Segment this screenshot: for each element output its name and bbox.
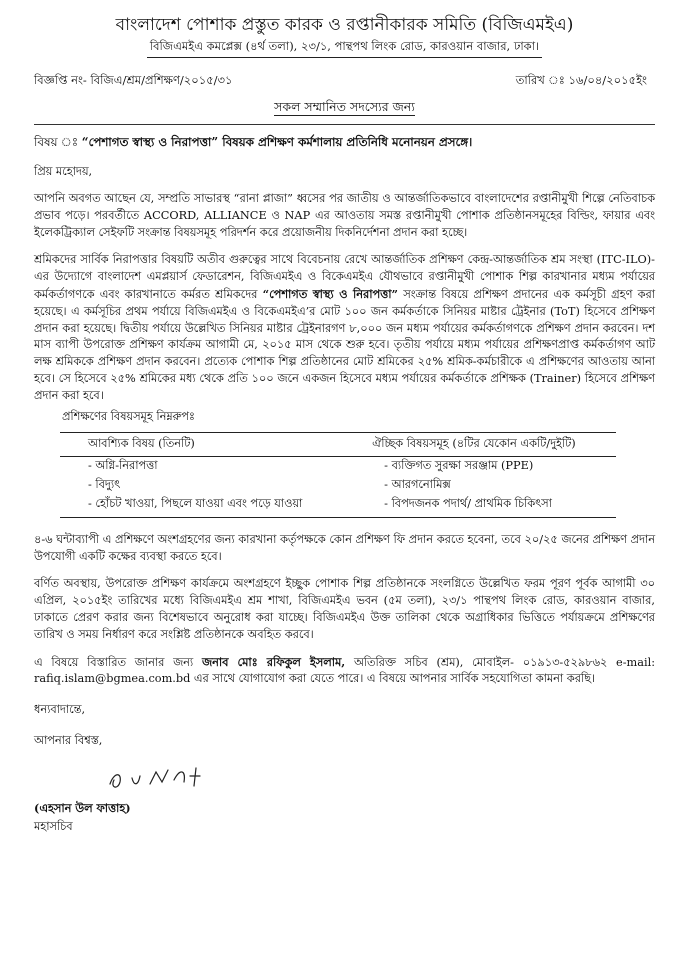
divider bbox=[34, 124, 655, 125]
organization-address: বিজিএমইএ কমপ্লেক্স (৪র্থ তলা), ২৩/১, পান্থপথ লিংক রোড, কারওয়ান বাজার, ঢাকা। bbox=[147, 38, 542, 58]
paragraph-2: শ্রমিকদের সার্বিক নিরাপত্তার বিষয়টি অতীব গুরুত্বের সাথে বিবেচনায় রেখে আন্তর্জাতিক প্রশিক্ষণ কেন্দ্র-আন্তর্জাতিক শ্রম সংস্থা (ITC-ILO)-এর উদ্যোগে বাংলাদেশ এমপ্লয়ার্স ফেডারেশন, বিজিএমইএ ও বিকেএমইএ যৌথভাবে রপ্তানীমুখী পোশাক শিল্প কারখানার মধ্যম পর্যায়ের কর্মকর্তাগণকে এবং কারখানাতে কর্মরত শ্রমিকদের “পেশাগত স্বাস্থ্য ও নিরাপত্তা” সংক্রান্ত বিষয়ে প্রশিক্ষণ প্রদানের এক কর্মসূচী গ্রহণ করা হয়েছে। এ কর্মসূচির প্রথম পর্যায়ে বিজিএমইএ ও বিকেএমইএ’র মোট ১০০ জন কর্মকর্তাকে সিনিয়র মাষ্টার ট্রেইনার (ToT) হিসেবে প্রশিক্ষণ প্রদান করা হয়েছে। দ্বিতীয় পর্যায়ে উল্লেখিত সিনিয়র মাষ্টার ট্রেইনারগণ ৮,০০০ জন মধ্যম পর্যায়ের কর্মকর্তাগণকে প্রশিক্ষণ প্রদান করবেন। দশ মাস ব্যাপী উপরোক্ত প্রশিক্ষণ কার্যক্রম আগামী মে, ২০১৫ মাস থেকে শুরু হবে। তৃতীয় পর্যায়ে মধ্যম পর্যায়ের প্রশিক্ষণপ্রাপ্ত কর্মকর্তাগণ আট লক্ষ শ্রমিককে প্রশিক্ষণ প্রদান করবেন। প্রত্যেক পোশাক শিল্প প্রতিষ্ঠানের মোট শ্রমিকের ২৫% শ্রমিক-কর্মচারীকে এ প্রশিক্ষণের আওতায় আনা হবে। সে হিসেবে ২৫% শ্রমিকের মধ্য থেকে প্রতি ১০০ জনে একজন হিসেবে মধ্যম পর্যায়ের কর্মকর্তাকে প্রশিক্ষক (Trainer) হিসেবে প্রশিক্ষণ প্রদান করা হবে। bbox=[34, 252, 656, 403]
closing-block bbox=[34, 702, 655, 750]
table-row: - অগ্নি-নিরাপত্তা - ব্যক্তিগত সুরক্ষা সরঞ্জাম (PPE) bbox=[88, 459, 534, 473]
subject-prefix: বিষয় ঃ bbox=[34, 135, 78, 150]
salutation: প্রিয় মহোদয়, bbox=[34, 165, 93, 179]
closing-yours: আপনার বিশ্বস্ত, bbox=[34, 734, 103, 748]
signer-name: (এহসান উল ফাত্তাহ) bbox=[34, 801, 131, 816]
contact-name: জনাব মোঃ রফিকুল ইসলাম, bbox=[202, 654, 346, 669]
reference-row bbox=[34, 72, 655, 89]
signature-image bbox=[104, 758, 655, 796]
paragraph-3: ৪-৬ ঘন্টাব্যাপী এ প্রশিক্ষণে অংশগ্রহণের জন্য কারখানা কর্তৃপক্ষকে কোন প্রশিক্ষণ ফি প্রদান করতে হবেনা, তবে ২০/২৫ জনের প্রশিক্ষণ প্রদান উপযোগী একটি কক্ষের ব্যবস্থা করতে হবে। bbox=[34, 532, 655, 563]
paragraph-2-highlight: “পেশাগত স্বাস্থ্য ও নিরাপত্তা” bbox=[262, 286, 399, 301]
subject-text: “পেশাগত স্বাস্থ্য ও নিরাপত্তা” বিষয়ক প্রশিক্ষণ কর্মশালায় প্রতিনিধি মনোনয়ন প্রসঙ্গে। bbox=[81, 135, 473, 150]
table-header-optional: ঐচ্ছিক বিষয়সমূহ (৪টির যেকোন একটি/দুইটি) bbox=[344, 433, 616, 457]
signer-designation: মহাসচিব bbox=[34, 820, 73, 834]
organization-name: বাংলাদেশ পোশাক প্রস্তুত কারক ও রপ্তানীকারক সমিতি (বিজিএমইএ) bbox=[115, 15, 574, 35]
paragraph-5: এ বিষয়ে বিস্তারিত জানার জন্য জনাব মোঃ রফিকুল ইসলাম, অতিরিক্ত সচিব (শ্রম), মোবাইল- ০১৯১৩-৫২৯৮৬২ e-mail: rafiq.islam@bgmea.com.bd এর সাথে যোগাযোগ করা যেতে পারে। এ বিষয়ে আপনার সার্বিক সহযোগিতা কামনা করছি। bbox=[34, 654, 656, 686]
paragraph-4: বর্ণিত অবস্থায়, উপরোক্ত প্রশিক্ষণ কার্যক্রমে অংশগ্রহণে ইচ্ছুক পোশাক শিল্প প্রতিষ্ঠানকে সংলগ্নিতে উল্লেখিত ফরম পূরণ পূর্বক আগামী ৩০ এপ্রিল, ২০১৫ইং তারিখের মধ্যে বিজিএমইএ শ্রম শাখা, বিজিএমইএ ভবন (৫ম তলা), ২৩/১ পান্থপথ লিংক রোড, কারওয়ান বাজার, ঢাকাতে প্রেরণ করার জন্য বিশেষভাবে অনুরোধ করা যাচ্ছে। বিজিএমইএ উক্ত তালিকা থেকে অগ্রাধিকার ভিত্তিতে পর্যায়ক্রমে প্রশিক্ষণের তারিখ ও সময় নির্ধারণ করে সংশ্লিষ্ট প্রতিষ্ঠানকে অবহিত করবে। bbox=[34, 576, 655, 641]
table-header-mandatory: আবশ্যিক বিষয় (তিনটি) bbox=[60, 433, 344, 457]
reference-number: বিজ্ঞপ্তি নং- বিজিএ/শ্রম/প্রশিক্ষণ/২০১৫/৩১ bbox=[34, 73, 233, 88]
attention-line: সকল সম্মানিত সদস্যের জন্য bbox=[274, 98, 415, 114]
table-row: - বিদ্যুৎ - আরগনোমিক্স bbox=[88, 478, 451, 492]
topics-intro: প্রশিক্ষণের বিষয়সমূহ নিম্নরুপঃ bbox=[62, 410, 195, 424]
topics-table bbox=[60, 432, 616, 518]
table-row: - হোঁচট খাওয়া, পিছলে যাওয়া এবং পড়ে যাওয়া - বিপদজনক পদার্থ/ প্রাথমিক চিকিৎসা bbox=[60, 495, 616, 517]
letter-date: তারিখ ঃ ১৬/০৪/২০১৫ইং bbox=[515, 73, 647, 88]
paragraph-1: আপনি অবগত আছেন যে, সম্প্রতি সাভারস্থ “রানা প্লাজা” ধ্বসের পর জাতীয় ও আন্তর্জাতিকভাবে বাংলাদেশের রপ্তানীমুখী শিল্পে নেতিবাচক প্রভাব পড়ে। পরবর্তীতে ACCORD, ALLIANCE ও NAP এর আওতায় সমস্ত রপ্তানীমুখী পোশাক প্রতিষ্ঠানসমূহের বিল্ডিং, ফায়ার এবং ইলেকট্রিক্যাল সেইফটি সংক্রান্ত বিষয়সমূহ পরিদর্শন করে প্রয়োজনীয় দিকনির্দেশনা প্রদান করা হচ্ছে। bbox=[34, 191, 655, 239]
subject-line bbox=[34, 134, 655, 152]
closing-thanks: ধন্যবাদান্তে, bbox=[34, 703, 86, 717]
